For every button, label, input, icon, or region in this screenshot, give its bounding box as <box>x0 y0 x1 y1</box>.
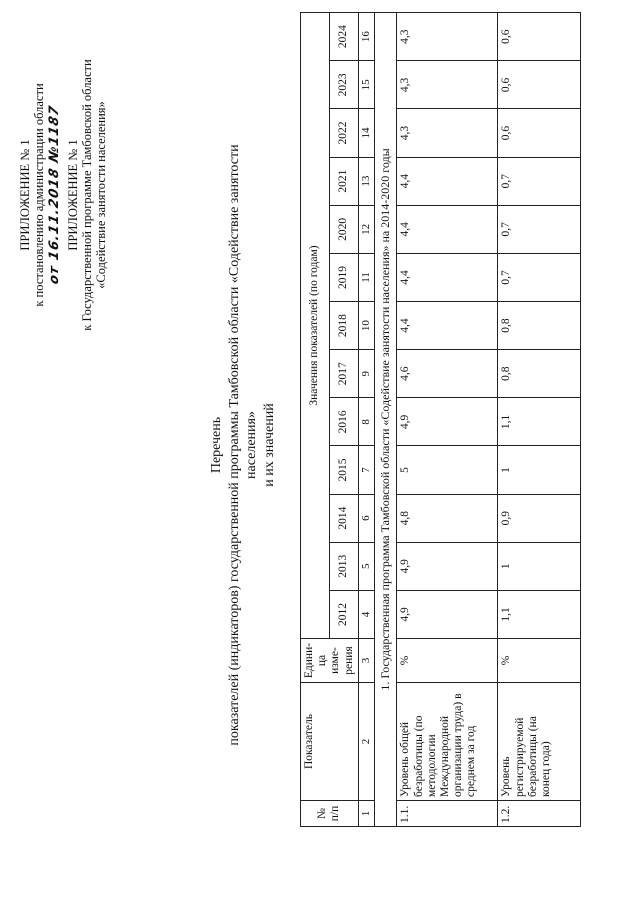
value-cell: 4,4 <box>397 302 498 350</box>
handwritten-date-number: от 16.11.2018 №1187 <box>46 103 62 286</box>
col-number: 12 <box>358 205 374 253</box>
header-name: Показатель <box>301 683 359 801</box>
value-cell: 4,9 <box>397 398 498 446</box>
table-header-row <box>301 13 330 827</box>
col-number: 15 <box>358 61 374 109</box>
appendix2-title: ПРИЛОЖЕНИЕ № 1 <box>65 139 80 251</box>
year-cell: 2015 <box>329 446 358 494</box>
value-cell: 0,9 <box>498 494 581 542</box>
indicators-table <box>300 12 581 827</box>
value-cell: 0,8 <box>498 302 581 350</box>
year-cell: 2012 <box>329 590 358 638</box>
value-cell: 4,9 <box>397 590 498 638</box>
value-cell: 1,1 <box>498 590 581 638</box>
col-number: 16 <box>358 13 374 61</box>
title-line3: и их значений <box>261 403 277 487</box>
row-unit: % <box>498 639 581 683</box>
row-num: 1.2. <box>498 801 581 827</box>
year-cell: 2014 <box>329 494 358 542</box>
value-cell: 4,3 <box>397 13 498 61</box>
year-cell: 2020 <box>329 205 358 253</box>
value-cell: 4,3 <box>397 109 498 157</box>
col-number: 11 <box>358 253 374 301</box>
col-number: 6 <box>358 494 374 542</box>
section-title: 1. Государственная программа Тамбовской области «Содействие занятости населения» на 2014-2020 годы <box>374 13 397 827</box>
year-cell: 2024 <box>329 13 358 61</box>
col-number: 3 <box>358 639 374 683</box>
row-unit: % <box>397 639 498 683</box>
title-line1: Перечень <box>209 416 224 474</box>
appendix-header <box>18 30 109 360</box>
value-cell: 5 <box>397 446 498 494</box>
col-number: 1 <box>358 801 374 827</box>
value-cell: 0,7 <box>498 253 581 301</box>
row-num: 1.1. <box>397 801 498 827</box>
table-row <box>397 13 498 827</box>
value-cell: 0,7 <box>498 205 581 253</box>
value-cell: 4,8 <box>397 494 498 542</box>
appendix2-line2: «Содействие занятости населения» <box>94 101 109 289</box>
header-values: Значения показателей (по годам) <box>301 13 330 639</box>
col-number: 5 <box>358 542 374 590</box>
column-numbering-row <box>358 13 374 827</box>
year-cell: 2021 <box>329 157 358 205</box>
value-cell: 0,7 <box>498 157 581 205</box>
col-number: 14 <box>358 109 374 157</box>
appendix-subtitle: к постановлению администрации области <box>32 83 47 307</box>
title-line2: показателей (индикаторов) государственной программы Тамбовской области «Содействие занятости населения» <box>226 144 259 746</box>
year-cell: 2019 <box>329 253 358 301</box>
value-cell: 0,6 <box>498 109 581 157</box>
value-cell: 0,6 <box>498 13 581 61</box>
year-cell: 2016 <box>329 398 358 446</box>
value-cell: 4,6 <box>397 350 498 398</box>
row-indicator-name: Уровень общей безработицы (по методологии Международной организации труда) в среднем за год <box>397 683 498 801</box>
value-cell: 4,4 <box>397 253 498 301</box>
year-cell: 2023 <box>329 61 358 109</box>
value-cell: 4,4 <box>397 205 498 253</box>
col-number: 4 <box>358 590 374 638</box>
value-cell: 1 <box>498 542 581 590</box>
value-cell: 4,3 <box>397 61 498 109</box>
value-cell: 0,8 <box>498 350 581 398</box>
value-cell: 4,4 <box>397 157 498 205</box>
year-cell: 2013 <box>329 542 358 590</box>
appendix-title: ПРИЛОЖЕНИЕ № 1 <box>18 139 32 251</box>
header-num: № п/п <box>301 801 359 827</box>
year-cell: 2018 <box>329 302 358 350</box>
value-cell: 1 <box>498 446 581 494</box>
col-number: 10 <box>358 302 374 350</box>
header-unit: Едини-ца изме-рения <box>301 639 359 683</box>
section-row <box>374 13 397 827</box>
col-number: 13 <box>358 157 374 205</box>
value-cell: 1,1 <box>498 398 581 446</box>
appendix2-line1: к Государственной программе Тамбовской области <box>80 59 95 331</box>
value-cell: 4,9 <box>397 542 498 590</box>
year-cell: 2017 <box>329 350 358 398</box>
col-number: 2 <box>358 683 374 801</box>
year-cell: 2022 <box>329 109 358 157</box>
value-cell: 0,6 <box>498 61 581 109</box>
table-row <box>498 13 581 827</box>
col-number: 8 <box>358 398 374 446</box>
col-number: 9 <box>358 350 374 398</box>
col-number: 7 <box>358 446 374 494</box>
row-indicator-name: Уровень регистрируемой безработицы (на конец года) <box>498 683 581 801</box>
document-title <box>208 125 278 765</box>
